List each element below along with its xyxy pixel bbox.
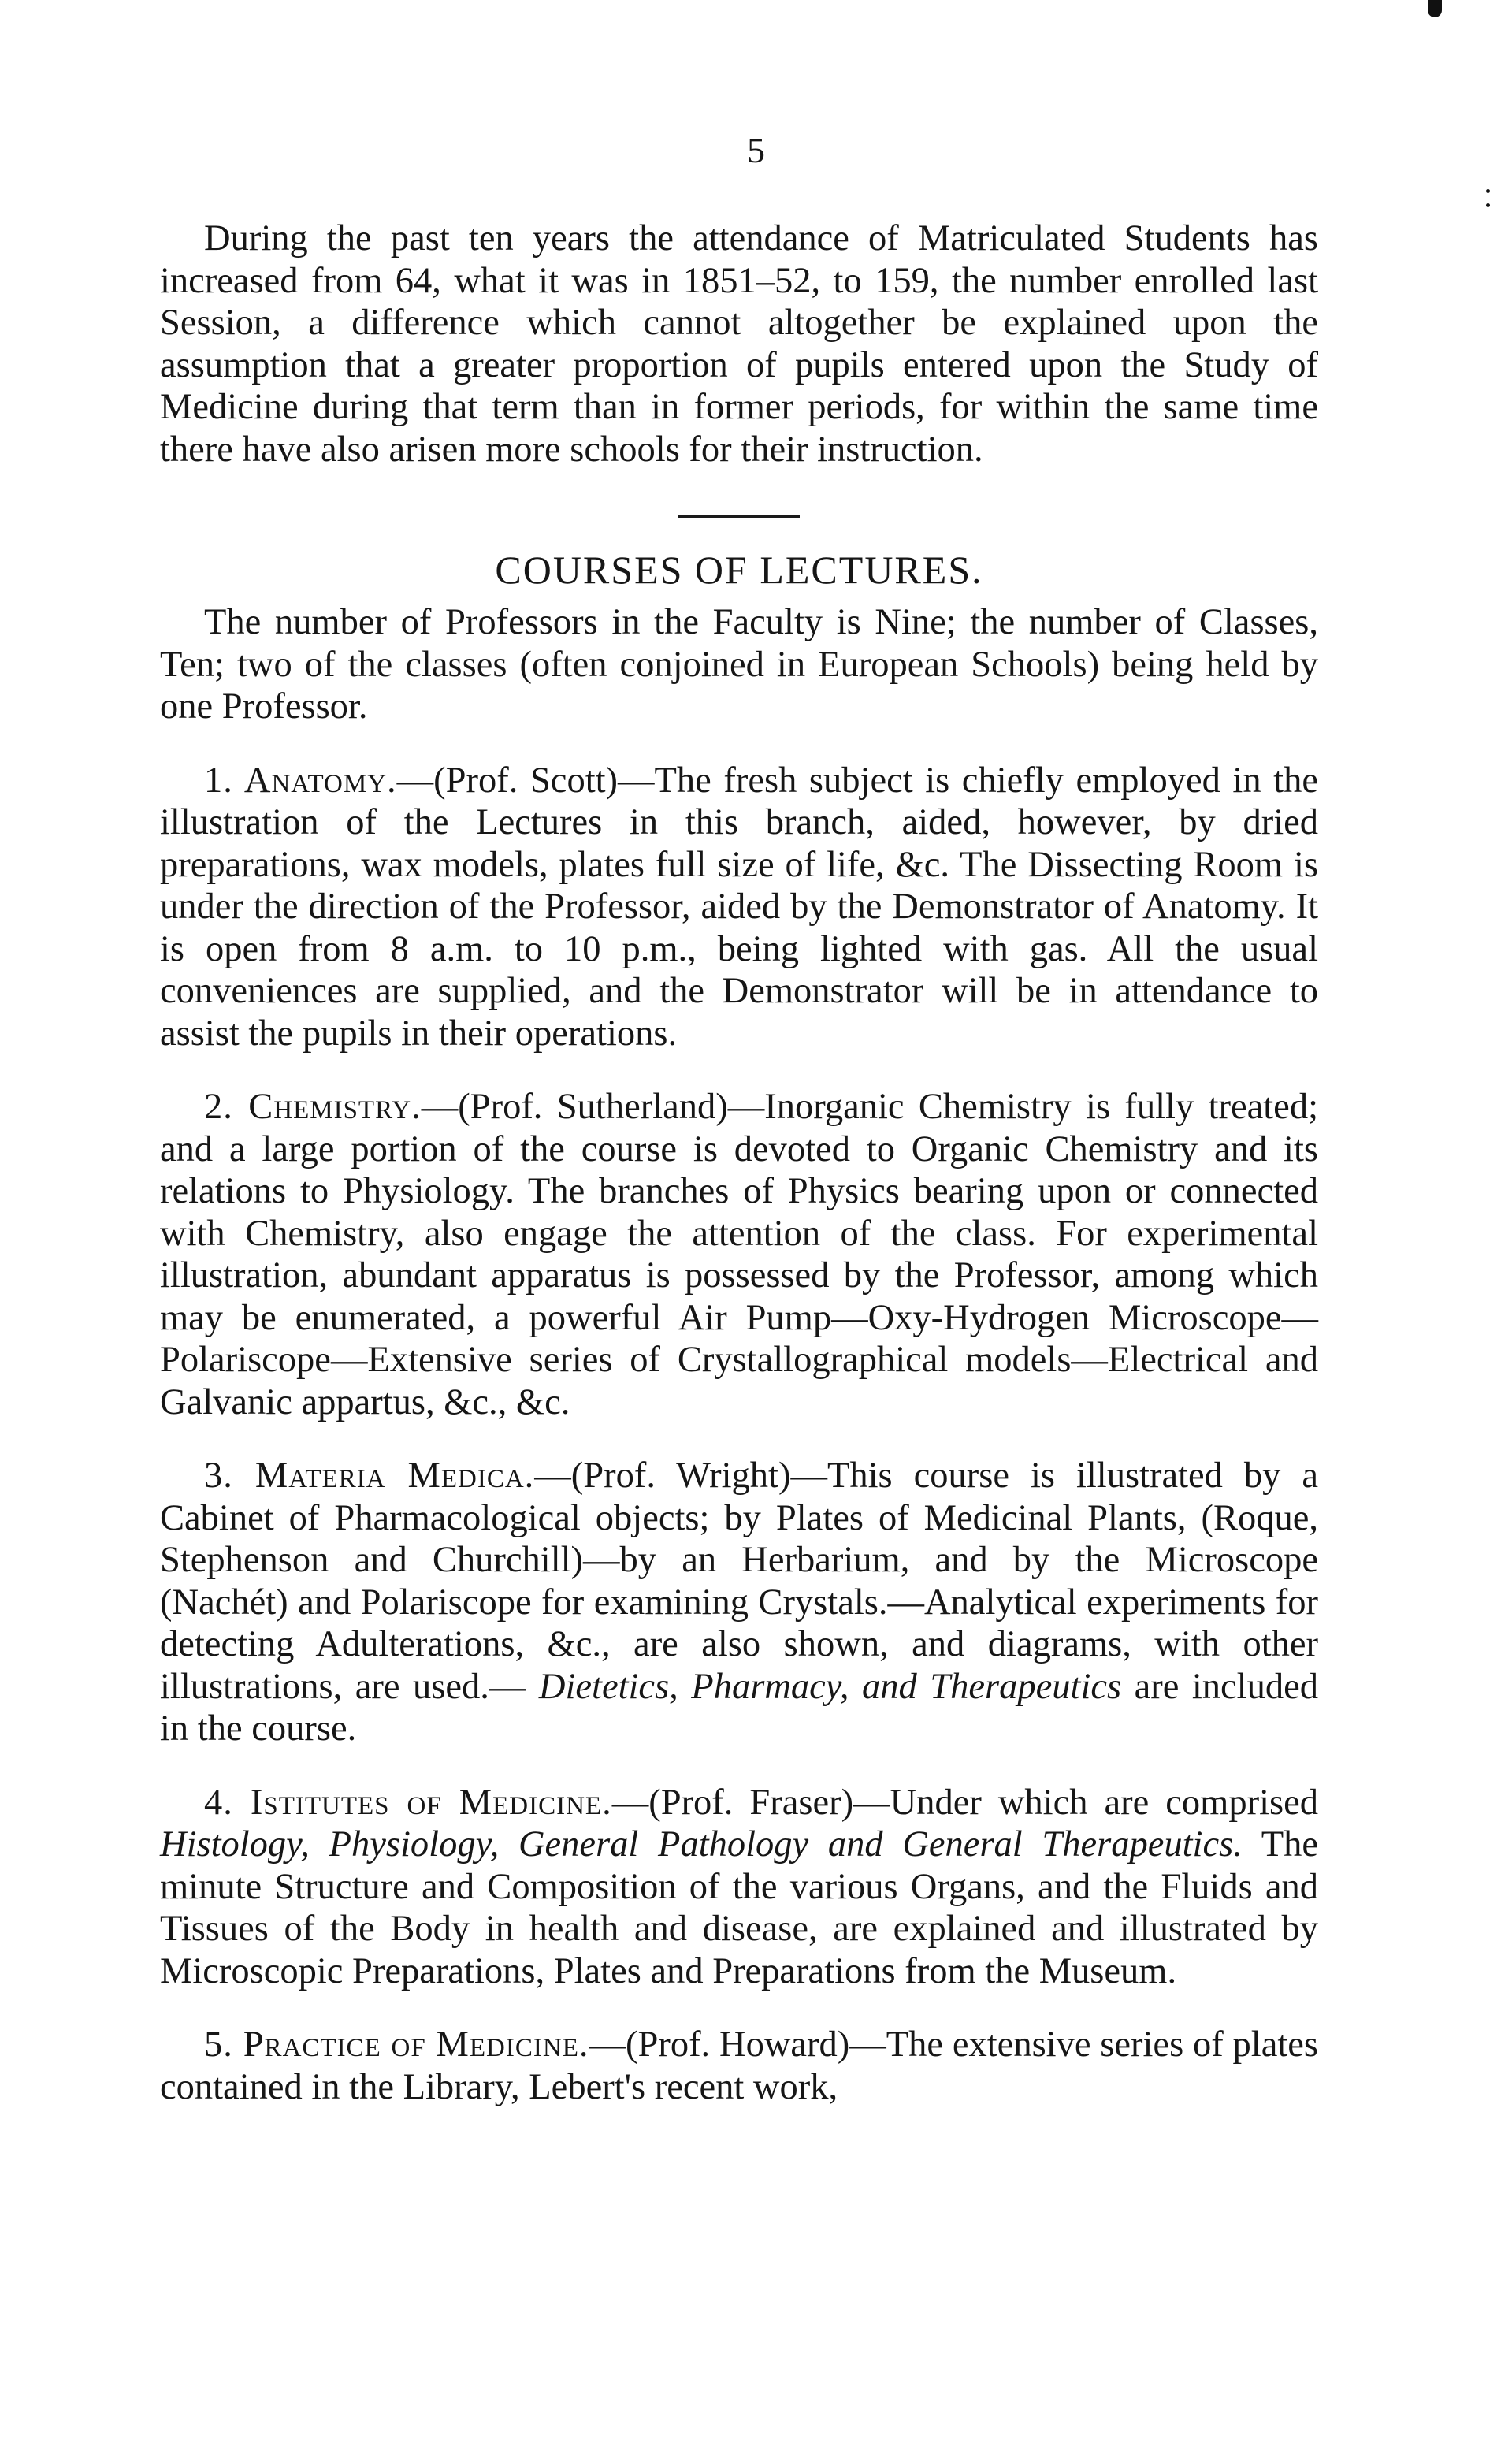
course-heading: 1. Anatomy. bbox=[204, 760, 397, 801]
course-heading: 5. Practice of Medicine. bbox=[204, 2024, 589, 2065]
page-number: 5 bbox=[747, 130, 765, 170]
course-text: are included in the course. bbox=[160, 1666, 1318, 1749]
course-text: —(Prof. Fraser)—Under which are comprised bbox=[611, 1782, 1318, 1823]
intro-paragraph: During the past ten years the attendance of Matriculated Students has increased from 64, what it was in 1851–52, to 159, the number enrolled last Session, a difference which cannot altogether be explained upon the assumption that a greater proportion of pupils entered upon the Study of Medicine during that term than in former periods, for within the same time there have also arisen more schools for their instruction. bbox=[160, 218, 1318, 470]
course-italic-text: Histology, Physiology, General Pathology and General Therapeutics. bbox=[160, 1824, 1243, 1864]
course-heading: 4. Istitutes of Medicine. bbox=[204, 1782, 612, 1823]
course-anatomy bbox=[160, 760, 1318, 1055]
course-heading: 3. Materia Medica. bbox=[204, 1456, 535, 1496]
ink-mark bbox=[1428, 0, 1442, 17]
course-text: —(Prof. Wright)—This course is illustrated by a Cabinet of Pharmacological objects; by Plates of Medicinal Plants, (Roque, Stephenson and Churchill)—by an Herbarium, and by the Microscope (Nachét) and Polariscope for examining Crystals.—Analytical experiments for detecting Adulterations, &c., are also shown, and diagrams, with other illustrations, are used.— bbox=[160, 1456, 1318, 1707]
course-institutes-of-medicine bbox=[160, 1782, 1318, 1993]
course-italic-text: Dietetics, Pharmacy, and Therapeutics bbox=[538, 1666, 1122, 1707]
course-text: The minute Structure and Composition of the various Organs, and the Fluids and Tissues of the Body in health and disease, are explained and illustrated by Microscopic Preparations, Plates and Preparations from the Museum. bbox=[160, 1824, 1318, 1991]
ink-dot bbox=[1486, 203, 1490, 207]
ink-dot bbox=[1486, 189, 1490, 193]
course-practice-of-medicine bbox=[160, 2024, 1318, 2108]
section-intro-paragraph: The number of Professors in the Faculty is Nine; the number of Classes, Ten; two of the classes (often conjoined in European Schools) being held by one Professor. bbox=[160, 602, 1318, 727]
course-heading: 2. Chemistry. bbox=[204, 1087, 422, 1127]
course-materia-medica bbox=[160, 1455, 1318, 1750]
section-divider bbox=[678, 515, 800, 518]
course-text: —(Prof. Sutherland)—Inorganic Chemistry is fully treated; and a large portion of the course is devoted to Organic Chemistry and its relations to Physiology. The branches of Physics bearing upon or connected with Chemistry, also engage the attention of the class. For experimental illustration, abundant apparatus is possessed by the Professor, among which may be enumerated, a powerful Air Pump—Oxy-Hydrogen Microscope—Polariscope—Extensive series of Crystallographical models—Electrical and Galvanic appartus, &c., &c. bbox=[160, 1087, 1318, 1422]
course-text: —(Prof. Scott)—The fresh subject is chiefly employed in the illustration of the Lectures in this branch, aided, however, by dried preparations, wax models, plates full size of life, &c. The Dissecting Room is under the direction of the Professor, aided by the Demonstrator of Anatomy. It is open from 8 a.m. to 10 p.m., being lighted with gas. All the usual conveniences are supplied, and the Demonstrator will be in attendance to assist the pupils in their operations. bbox=[160, 760, 1318, 1054]
page-body bbox=[160, 217, 1318, 2108]
course-text: —(Prof. Howard)—The extensive series of plates contained in the Library, Lebert's recent work, bbox=[160, 2024, 1318, 2107]
course-chemistry bbox=[160, 1086, 1318, 1423]
section-heading: COURSES OF LECTURES. bbox=[495, 548, 983, 592]
